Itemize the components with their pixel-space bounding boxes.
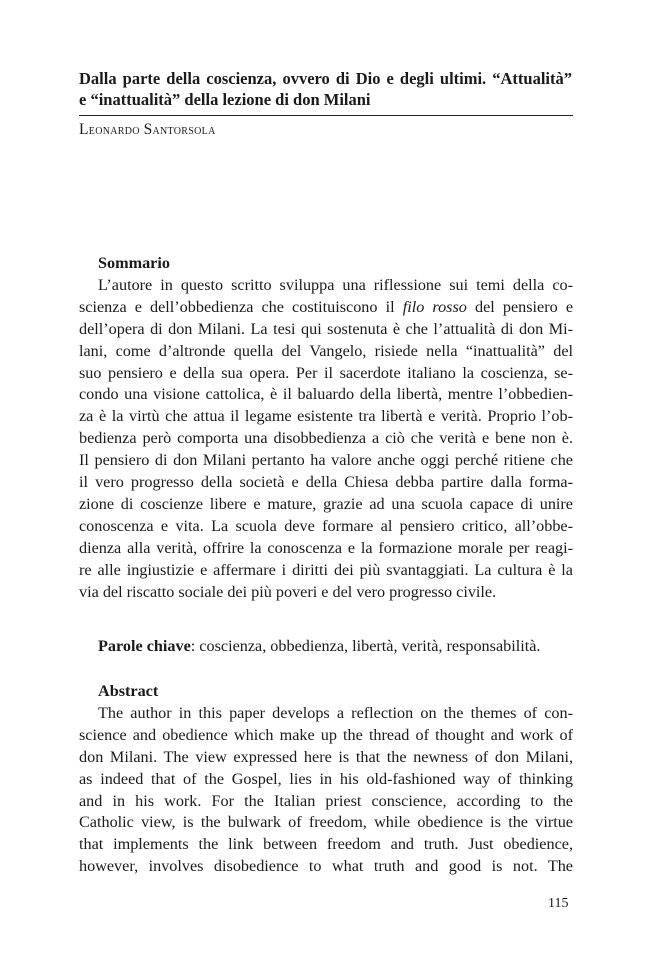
sommario-line: bedienza però comporta una disobbedienza a ciò che verità e bene non è. — [79, 429, 573, 448]
sommario-line: conoscenza e vita. La scuola deve formare al pensiero critico, all’obbe- — [79, 516, 573, 535]
italic-phrase: filo rosso — [402, 297, 467, 316]
title-line-1: Dalla parte della coscienza, ovvero di Dio e degli ultimi. “Attualità” — [79, 69, 572, 88]
keywords-text: : coscienza, obbedienza, libertà, verità, responsabilità. — [190, 637, 541, 655]
sommario-line: dienza alla verità, offrire la conoscenza e la formazione morale per reagi- — [79, 538, 573, 557]
author-name: Leonardo Santorsola — [79, 121, 216, 138]
sommario-line: L’autore in questo scritto sviluppa una riflessione sui temi della co- — [98, 275, 573, 294]
title-rule — [79, 115, 573, 116]
page-number: 115 — [548, 896, 569, 911]
sommario-line: dell’opera di don Milani. La tesi qui sostenuta è che l’attualità di don Mi- — [79, 319, 573, 338]
abstract-line: however, involves disobedience to what truth and good is not. The — [79, 857, 573, 876]
article-title — [79, 68, 572, 110]
sommario-heading: Sommario — [98, 254, 170, 272]
abstract-line: and in his work. For the Italian priest conscience, according to the — [79, 791, 573, 810]
sommario-line: zione di coscienze libere e mature, grazie ad una scuola capace di unire — [79, 494, 573, 513]
abstract-line: as indeed that of the Gospel, lies in his old-fashioned way of thinking — [79, 769, 573, 788]
sommario-line: Il pensiero di don Milani pertanto ha valore anche oggi perché ritiene che — [79, 451, 573, 470]
title-line-2: e “inattualità” della lezione di don Milani — [79, 90, 371, 109]
sommario-line: il vero progresso della società e della Chiesa debba partire dalla forma- — [79, 473, 573, 492]
keywords-label: Parole chiave — [98, 637, 191, 655]
sommario-section — [79, 253, 573, 604]
sommario-line: suo pensiero e della sua opera. Per il sacerdote italiano la coscienza, se- — [79, 363, 573, 382]
sommario-line: via del riscatto sociale dei più poveri e del vero progresso civile. — [79, 582, 497, 601]
sommario-line: za è la virtù che attua il legame esistente tra libertà e verità. Proprio l’ob- — [79, 407, 573, 426]
abstract-line: that implements the link between freedom and truth. Just obedience, — [79, 835, 573, 854]
abstract-section — [79, 681, 573, 878]
sommario-line-italic: scienza e dell’obbedienza che costituiscono il filo rosso del pensiero e — [79, 297, 574, 316]
sommario-line: re alle ingiustizie e affermare i diritti dei più svantaggiati. La cultura è la — [79, 560, 573, 579]
abstract-line: The author in this paper develops a reflection on the themes of con- — [98, 703, 573, 722]
keywords-line — [79, 635, 573, 657]
sommario-line: lani, come d’altronde quella del Vangelo, risiede nella “inattualità” del — [79, 341, 573, 360]
abstract-line: science and obedience which make up the thread of thought and work of — [79, 725, 573, 744]
abstract-line: don Milani. The view expressed here is that the newness of don Milani, — [79, 747, 573, 766]
abstract-line: Catholic view, is the bulwark of freedom, while obedience is the virtue — [79, 813, 573, 832]
sommario-line: condo una visione cattolica, è il baluardo della libertà, mentre l’obbedien- — [79, 385, 573, 404]
abstract-heading: Abstract — [98, 682, 159, 700]
